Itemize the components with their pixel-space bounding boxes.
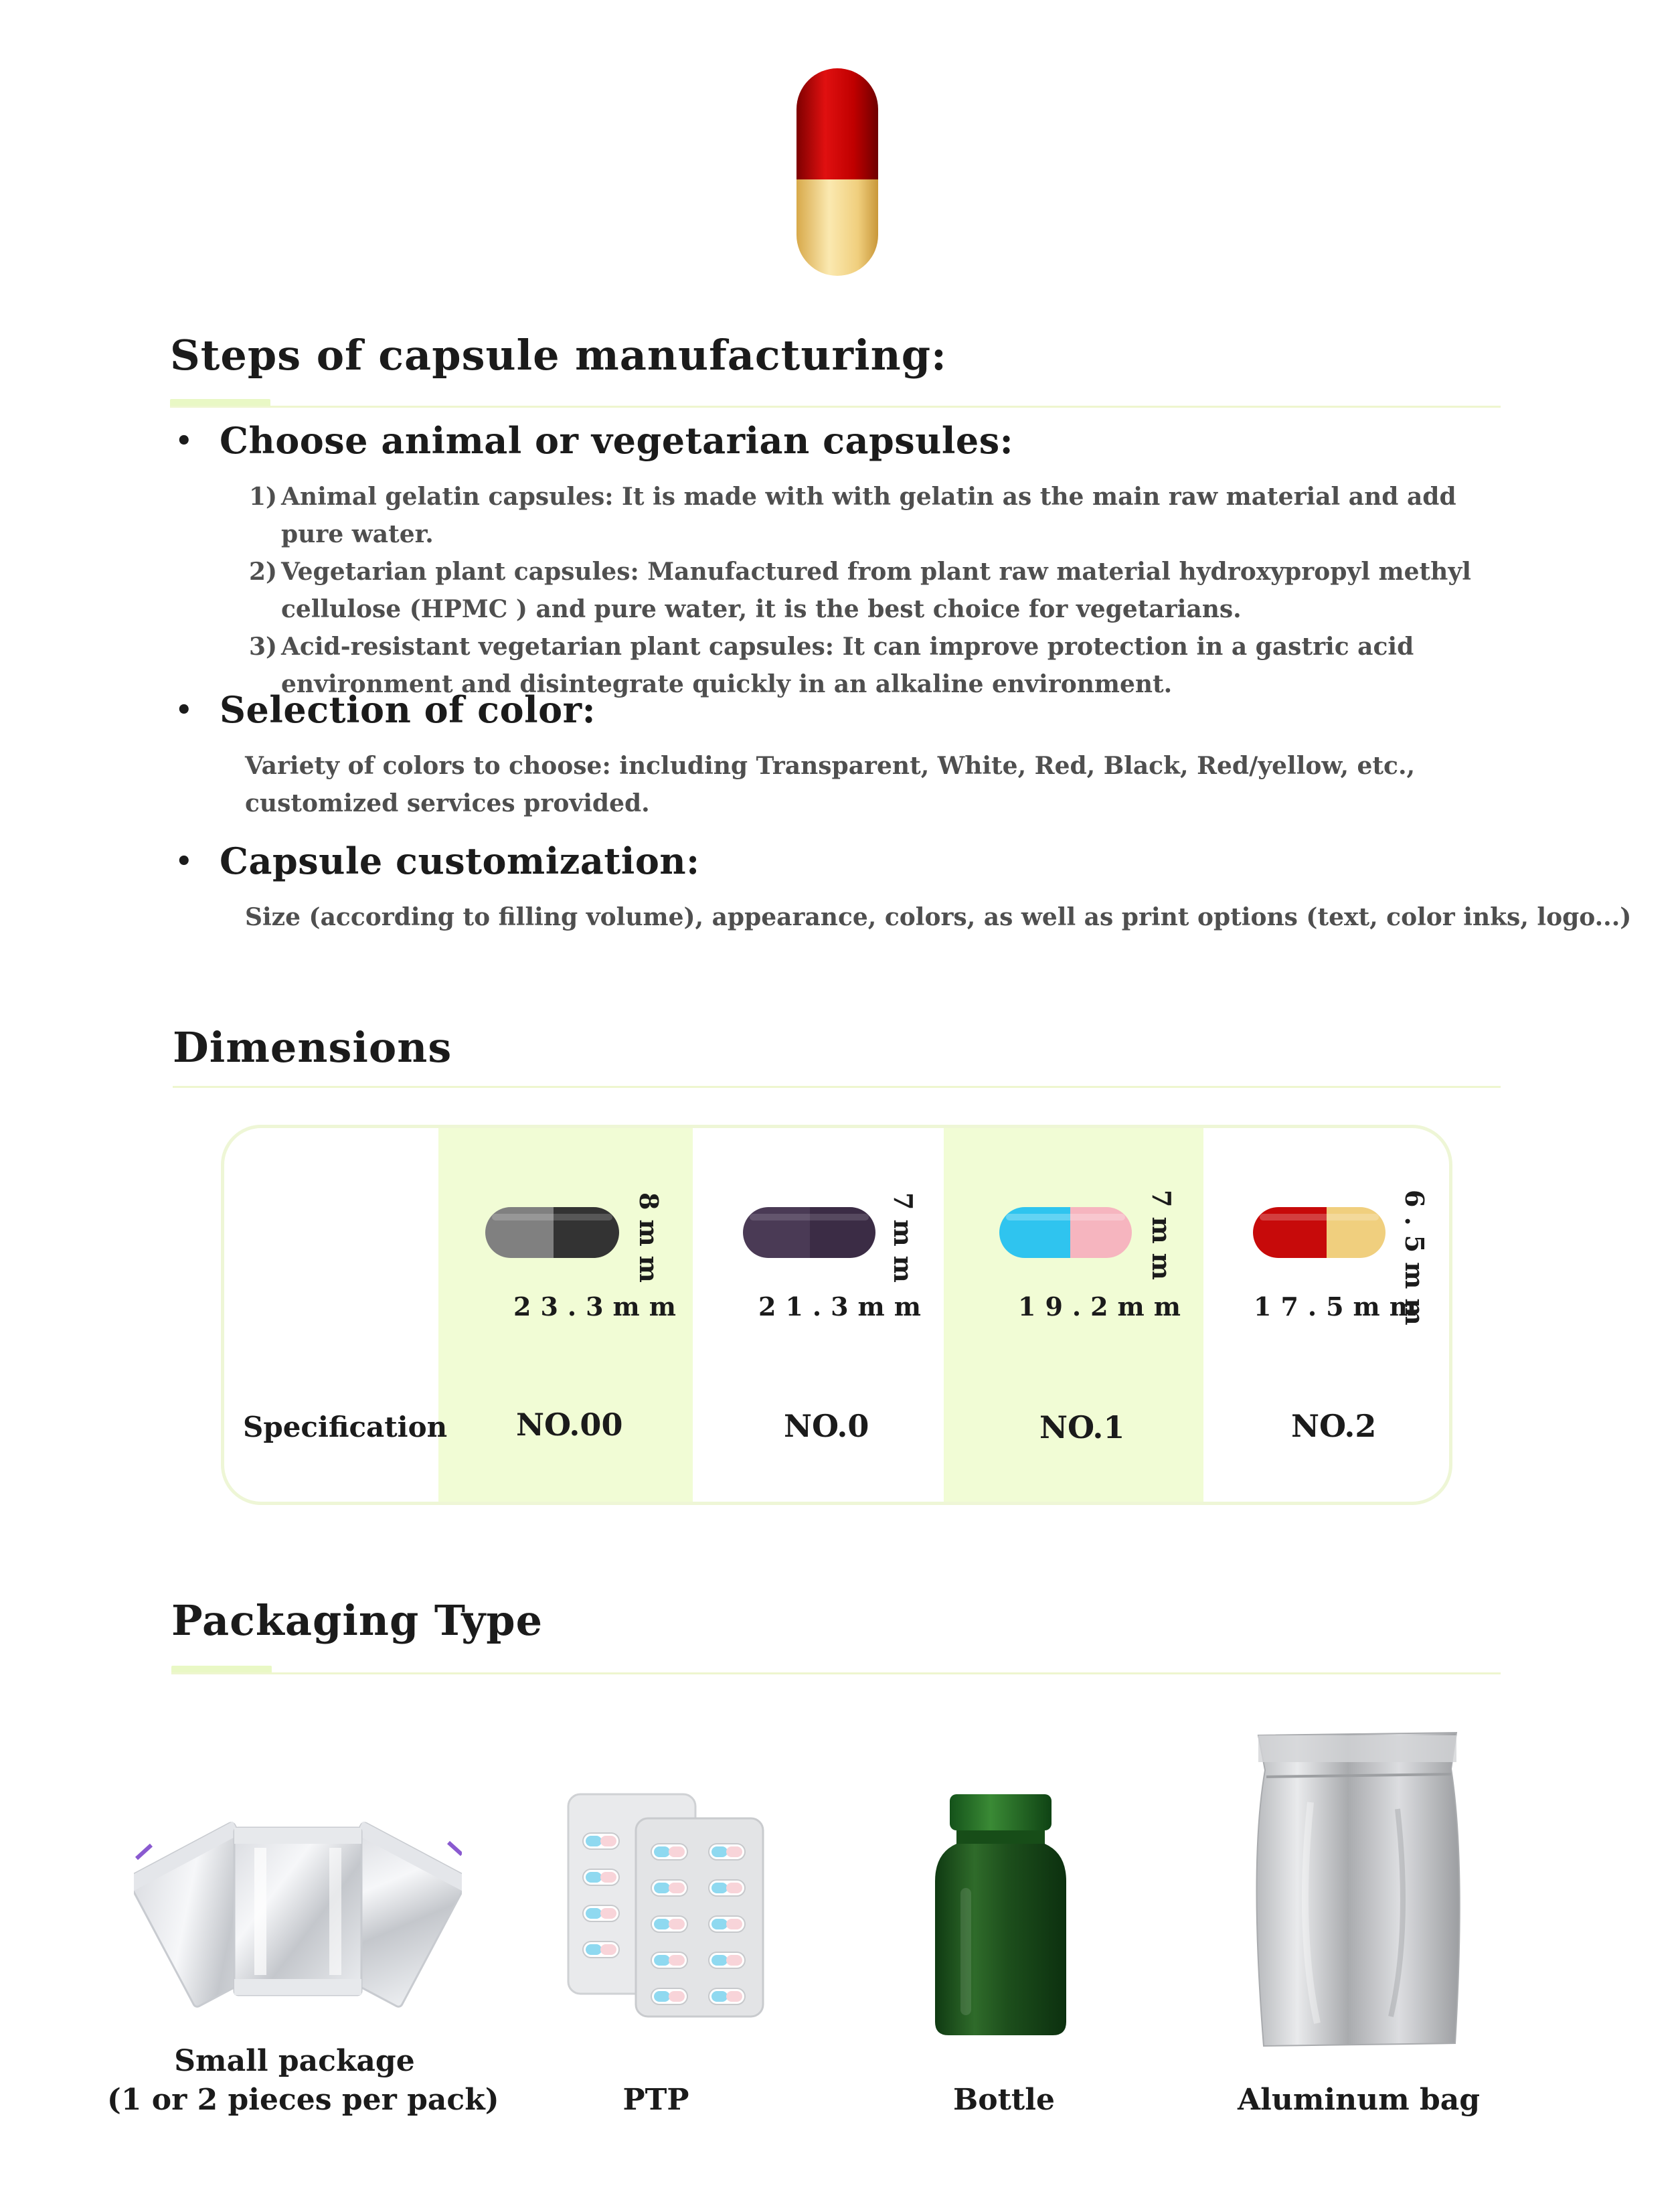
list-item: [249, 478, 1507, 553]
length-label: 23.3mm: [513, 1291, 685, 1322]
small-package-icon: [134, 1801, 462, 2029]
list-item-text: Vegetarian plant capsules: Manufactured from plant raw material hydroxypropyl methyl cellulose (HPMC ) and pure water, it is the best choice for vegetarians.: [281, 558, 1471, 623]
bullet-choose-capsules: [175, 419, 1013, 462]
diameter-label: 7mm: [888, 1192, 918, 1292]
length-label: 17.5mm: [1254, 1291, 1426, 1322]
bullet-heading: Choose animal or vegetarian capsules:: [220, 419, 1014, 462]
spec-name: NO.0: [784, 1408, 869, 1444]
length-label: 19.2mm: [1018, 1291, 1190, 1322]
capsule-no2-icon: [1253, 1207, 1385, 1258]
capsule-no0-icon: [743, 1207, 875, 1258]
capsule-no00-icon: [485, 1207, 619, 1258]
customization-description: Size (according to filling volume), appearance, colors, as well as print options (text, color inks, logo...): [245, 903, 1632, 931]
list-item-number: 2): [249, 558, 278, 586]
color-description: Variety of colors to choose: including Transparent, White, Red, Black, Red/yellow, etc., customized services provided.: [245, 752, 1416, 817]
bullet-selection-color: [175, 688, 596, 731]
bullet-dot-icon: •: [175, 424, 193, 457]
diameter-label: 8mm: [634, 1192, 664, 1292]
steps-title: Steps of capsule manufacturing:: [170, 331, 947, 380]
aluminum-bag-icon: [1250, 1729, 1464, 2050]
bottle-icon: [934, 1794, 1068, 2035]
package-label-ptp: PTP: [622, 2083, 689, 2117]
capsule-type-list: [249, 478, 1507, 703]
bullet-heading: Selection of color:: [220, 688, 596, 731]
list-item-number: 1): [249, 483, 278, 511]
bullet-heading: Capsule customization:: [220, 840, 700, 882]
list-item-text: Animal gelatin capsules: It is made with with gelatin as the main raw material and add pure water.: [281, 483, 1456, 548]
dimensions-title: Dimensions: [173, 1023, 452, 1072]
length-label: 21.3mm: [758, 1291, 930, 1322]
steps-title-rule: [170, 406, 1501, 408]
spec-name: NO.00: [516, 1407, 623, 1443]
package-label-bottle: Bottle: [953, 2083, 1055, 2117]
package-label-line2: (1 or 2 pieces per pack): [107, 2083, 499, 2117]
ptp-blister-icon: [566, 1792, 766, 2019]
diameter-label: 7mm: [1147, 1190, 1177, 1289]
package-label-aluminum-bag: Aluminum bag: [1237, 2083, 1480, 2117]
bullet-dot-icon: •: [175, 845, 193, 877]
list-item-text: Acid-resistant vegetarian plant capsules: It can improve protection in a gastric acid environment and disintegrate quickly in an alkaline environment.: [281, 633, 1414, 698]
capsule-no1-icon: [999, 1207, 1132, 1258]
bullet-dot-icon: •: [175, 694, 193, 726]
spec-name: NO.1: [1039, 1409, 1125, 1445]
list-item-number: 3): [249, 633, 278, 661]
list-item: [249, 553, 1507, 628]
diameter-label: 6.5mm: [1400, 1190, 1430, 1335]
packaging-title: Packaging Type: [171, 1596, 543, 1645]
dimensions-title-rule: [173, 1086, 1501, 1088]
spec-name: NO.2: [1291, 1408, 1377, 1444]
dimensions-table: [221, 1125, 1452, 1505]
packaging-title-rule: [171, 1672, 1501, 1674]
package-label-small: [107, 2042, 499, 2120]
hero-capsule-icon: [796, 68, 878, 276]
package-label-line1: Small package: [174, 2044, 415, 2078]
bullet-customization: [175, 840, 700, 882]
specification-label: Specification: [243, 1411, 448, 1443]
